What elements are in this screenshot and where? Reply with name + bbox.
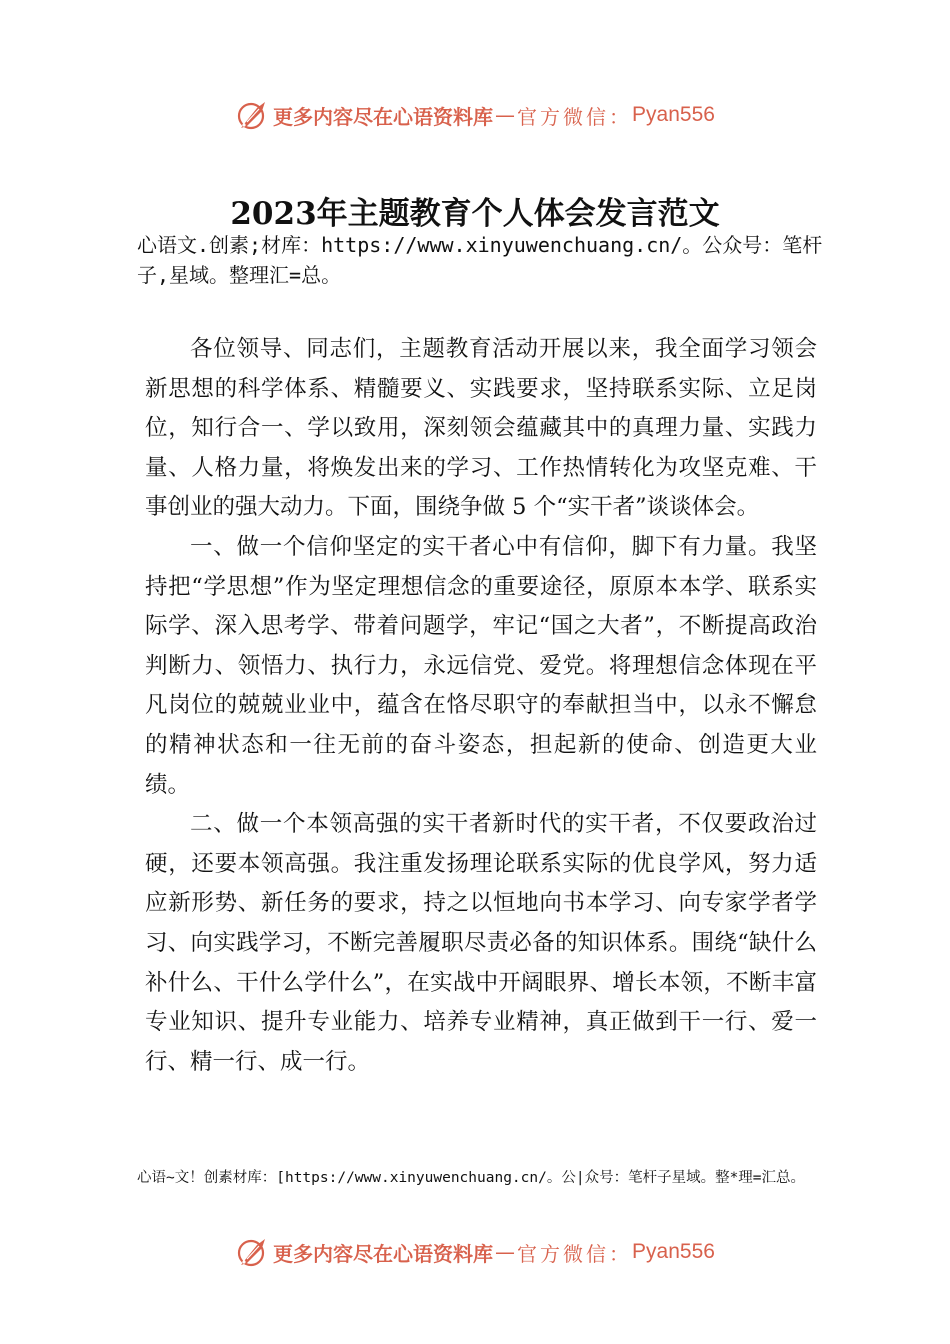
banner-main-text: 更多内容尽在心语资料库 xyxy=(273,1241,494,1266)
banner-wechat-label: 官方微信： xyxy=(517,1241,633,1266)
document-body xyxy=(145,330,817,1082)
banner-wechat-label: 官方微信： xyxy=(517,104,633,129)
quill-pen-logo-icon xyxy=(235,1235,269,1269)
paragraph: 一、做一个信仰坚定的实干者心中有信仰，脚下有力量。我坚持把“学思想”作为坚定理想信念的重要途径，原原本本学、联系实际学、深入思考学、带着问题学，牢记“国之大者”，不断提高政治判断力、领悟力、执行力，永远信党、爱党。将理想信念体现在平凡岗位的兢兢业业中，蕴含在恪尽职守的奉献担当中，以永不懈怠的精神状态和一往无前的奋斗姿态，担起新的使命、创造更大业绩。 xyxy=(145,533,817,798)
paragraph: 各位领导、同志们，主题教育活动开展以来，我全面学习领会新思想的科学体系、精髓要义、实践要求，坚持联系实际、立足岗位，知行合一、学以致用，深刻领会蕴藏其中的真理力量、实践力量、人格力量，将焕发出来的学习、工作热情转化为攻坚克难、干事创业的强大动力。下面，围绕争做 5 个“实干者”谈谈体会。 xyxy=(145,336,817,521)
document-title: 2023年主题教育个人体会发言范文 xyxy=(230,196,720,232)
top-banner xyxy=(0,95,950,135)
banner-wechat-id: Pyan556 xyxy=(632,1240,715,1263)
bottom-banner xyxy=(0,1232,950,1272)
banner-main-text: 更多内容尽在心语资料库 xyxy=(273,104,494,129)
banner-wechat-id: Pyan556 xyxy=(632,103,715,126)
paragraph: 二、做一个本领高强的实干者新时代的实干者，不仅要政治过硬，还要本领高强。我注重发扬理论联系实际的优良学风，努力适应新形势、新任务的要求，持之以恒地向书本学习、向专家学者学习、向实践学习，不断完善履职尽责必备的知识体系。围绕“缺什么补什么、干什么学什么”，在实战中开阔眼界、增长本领，不断丰富专业知识、提升专业能力、培养专业精神，真正做到干一行、爱一行、精一行、成一行。 xyxy=(145,811,817,1075)
footer-note: 心语~文！创素材库：[https://www.xinyuwenchuang.cn/。公|众号：笔杆子星域。整*理=汇总。 xyxy=(137,1170,806,1186)
banner-separator: — xyxy=(495,1240,516,1264)
quill-pen-logo-icon xyxy=(235,98,269,132)
banner-separator: — xyxy=(495,103,516,127)
source-note: 心语文.创素;材库：https://www.xinyuwenchuang.cn/。公众号：笔杆子,星域。整理汇=总。 xyxy=(137,233,823,287)
